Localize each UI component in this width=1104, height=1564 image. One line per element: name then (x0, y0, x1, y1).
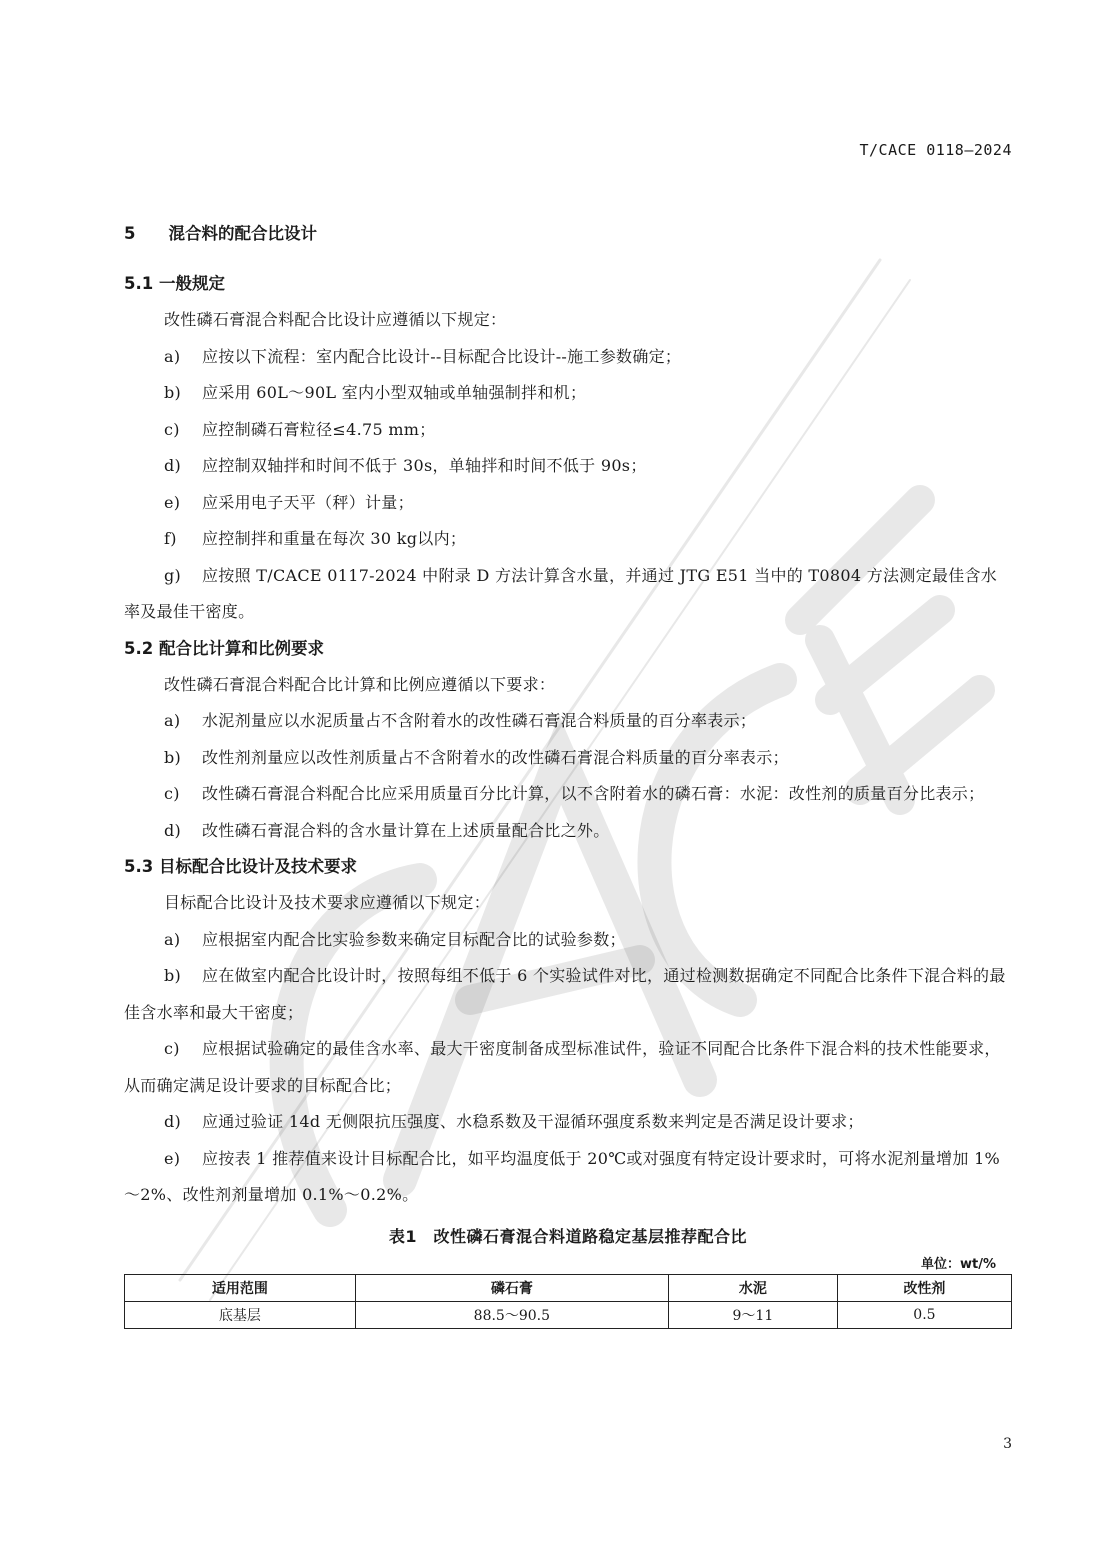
list-marker: d) (164, 456, 182, 475)
list-text: 应采用 60L～90L 室内小型双轴或单轴强制拌和机； (202, 383, 587, 402)
list-item (124, 521, 1012, 558)
list-marker: a) (164, 346, 181, 366)
section-5-title: 5 混合料的配合比设计 (124, 224, 317, 243)
page-number: 3 (1003, 1436, 1012, 1452)
list-text: 应采用电子天平（秤）计量； (202, 492, 414, 512)
list-item (124, 339, 1012, 376)
list-item (124, 485, 1012, 522)
list-item (124, 922, 1012, 959)
list-text: 应按照 T/CACE 0117-2024 中附录 D 方法计算含水量，并通过 JTG E51 当中的 T0804 方法测定最佳含水率及最佳干密度。 (124, 565, 998, 621)
list-marker: b) (164, 966, 182, 985)
table-header-row (125, 1274, 1012, 1301)
list-marker: e) (164, 492, 181, 512)
list-marker: f) (164, 529, 177, 548)
list-marker: d) (164, 1112, 182, 1131)
section-5-1-title: 5.1 一般规定 (124, 274, 225, 293)
list-item (124, 1031, 1012, 1104)
list-item (124, 558, 1012, 631)
list-text: 水泥剂量应以水泥质量占不含附着水的改性磷石膏混合料质量的百分率表示； (202, 711, 757, 730)
list-item (124, 1104, 1012, 1141)
list-item (124, 1141, 1012, 1214)
table-caption: 表1 改性磷石膏混合料道路稳定基层推荐配合比 (388, 1226, 748, 1246)
table-row (125, 1301, 1012, 1328)
list-marker: b) (164, 383, 182, 402)
list-text: 应控制拌和重量在每次 30 kg以内； (202, 529, 467, 548)
list-item (124, 813, 1012, 850)
list-marker: g) (164, 565, 182, 585)
list-item (124, 375, 1012, 412)
list-text: 改性磷石膏混合料配合比应采用质量百分比计算，以不含附着水的磷石膏：水泥：改性剂的质量百分比表示； (202, 784, 985, 803)
list-marker: a) (164, 929, 181, 949)
section-5-1-intro: 改性磷石膏混合料配合比设计应遵循以下规定： (164, 310, 507, 329)
list-marker: c) (164, 784, 180, 803)
list-marker: c) (164, 1039, 180, 1058)
list-text: 应按以下流程：室内配合比设计--目标配合比设计--施工参数确定； (202, 346, 682, 366)
table-cell: 88.5～90.5 (355, 1301, 668, 1328)
section-5-2-intro: 改性磷石膏混合料配合比计算和比例应遵循以下要求： (164, 674, 556, 694)
list-item (124, 448, 1012, 485)
list-item (124, 958, 1012, 1031)
list-marker: a) (164, 711, 181, 730)
list-item (124, 703, 1012, 740)
document-code: T/CACE 0118—2024 (859, 141, 1012, 159)
list-text: 应通过验证 14d 无侧限抗压强度、水稳系数及干湿循环强度系数来判定是否满足设计要求； (202, 1112, 864, 1131)
column-header: 改性剂 (837, 1274, 1011, 1301)
list-marker: b) (164, 747, 182, 767)
list-text: 应控制磷石膏粒径≤4.75 mm； (202, 419, 436, 439)
column-header: 磷石膏 (355, 1274, 668, 1301)
mix-ratio-table (124, 1274, 1012, 1329)
document-body (124, 216, 1012, 1329)
table-cell: 0.5 (837, 1301, 1011, 1328)
section-5-3-intro: 目标配合比设计及技术要求应遵循以下规定： (164, 893, 491, 912)
list-text: 应根据试验确定的最佳含水率、最大干密度制备成型标准试件，验证不同配合比条件下混合料的技术性能要求，从而确定满足设计要求的目标配合比； (124, 1039, 1001, 1095)
section-5-2-title: 5.2 配合比计算和比例要求 (124, 638, 324, 658)
list-text: 应在做室内配合比设计时，按照每组不低于 6 个实验试件对比，通过检测数据确定不同配合比条件下混合料的最佳含水率和最大干密度； (124, 966, 1006, 1022)
table-cell: 底基层 (125, 1301, 356, 1328)
list-marker: c) (164, 419, 180, 439)
table-unit: 单位：wt/% (921, 1256, 996, 1272)
list-text: 应根据室内配合比实验参数来确定目标配合比的试验参数； (202, 929, 626, 949)
list-item (124, 412, 1012, 449)
list-text: 改性磷石膏混合料的含水量计算在上述质量配合比之外。 (202, 820, 610, 840)
list-item (124, 776, 1012, 813)
list-marker: d) (164, 820, 182, 840)
list-text: 应按表 1 推荐值来设计目标配合比，如平均温度低于 20℃或对强度有特定设计要求时，可将水泥剂量增加 1%～2%、改性剂剂量增加 0.1%～0.2%。 (124, 1148, 1001, 1204)
section-5-3-title: 5.3 目标配合比设计及技术要求 (124, 857, 357, 876)
list-text: 改性剂剂量应以改性剂质量占不含附着水的改性磷石膏混合料质量的百分率表示； (202, 747, 789, 767)
column-header: 适用范围 (125, 1274, 356, 1301)
column-header: 水泥 (668, 1274, 837, 1301)
table-cell: 9～11 (668, 1301, 837, 1328)
list-item (124, 740, 1012, 777)
list-text: 应控制双轴拌和时间不低于 30s，单轴拌和时间不低于 90s； (202, 456, 647, 475)
list-marker: e) (164, 1148, 181, 1168)
